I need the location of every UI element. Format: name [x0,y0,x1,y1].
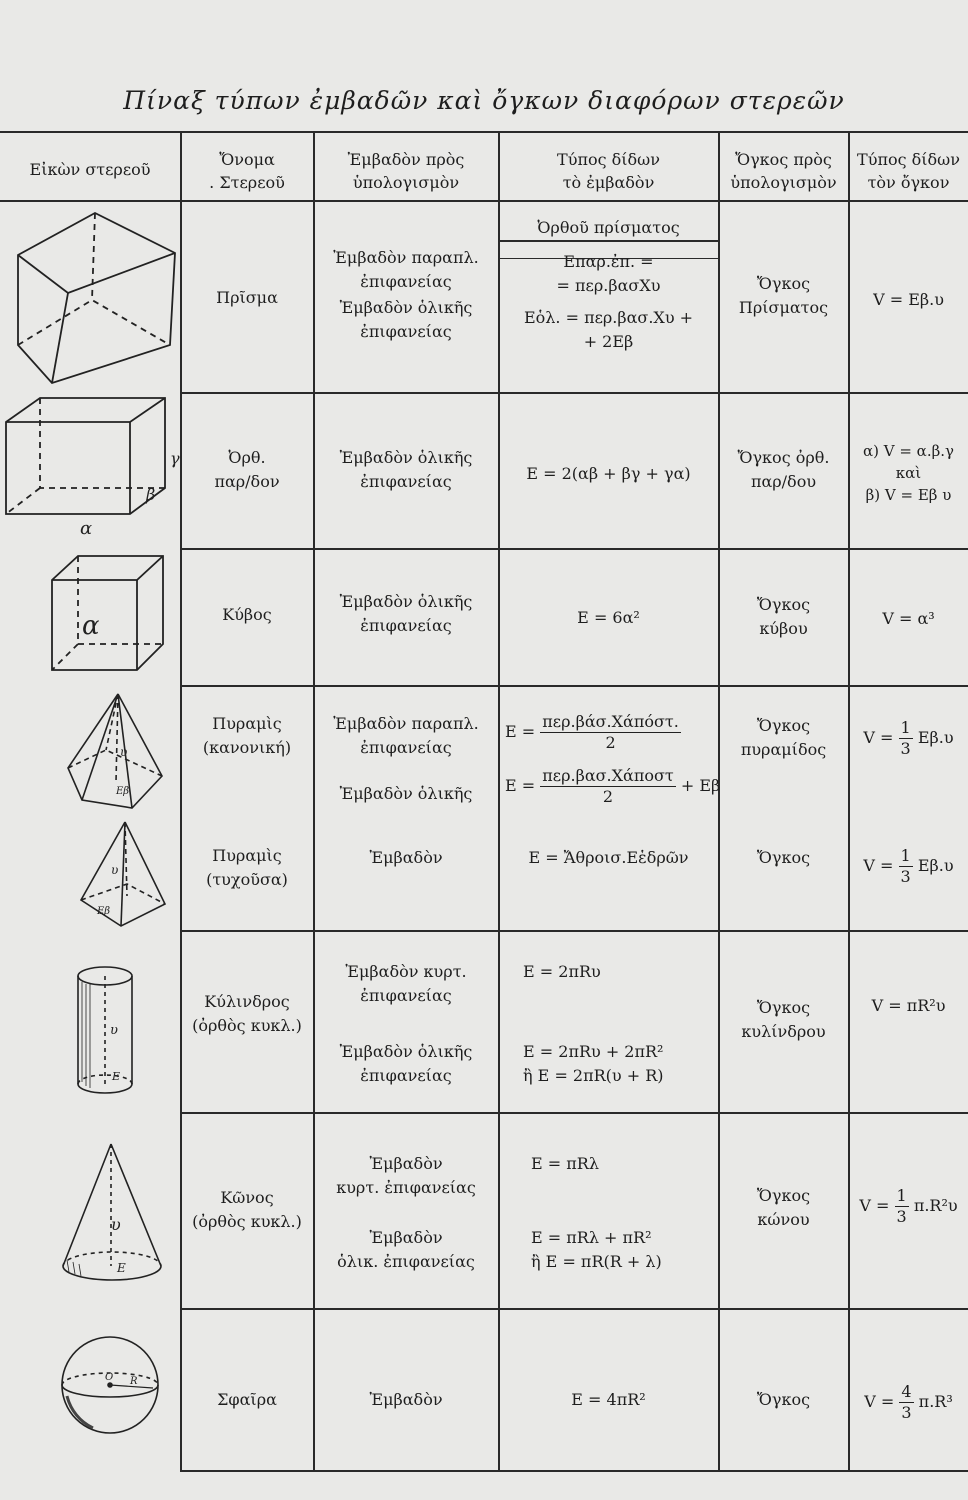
sphere-label-r: R [130,1376,138,1387]
cuboid-label-gamma: γ [170,449,180,468]
header-area-calc: Ἐμβαδὸν πρὸς ὑπολογισμὸν [347,150,465,192]
header-area-formula: Τύπος δίδων τὸ ἐμβαδὸν [557,150,660,192]
sphere-label-o: O [105,1372,114,1383]
cylinder-volume: Ὄγκος κυλίνδρου [741,998,826,1041]
page-title: Πίναξ τύπων ἐμβαδῶν καὶ ὄγκων διαφόρων στερεῶν [123,86,845,115]
pyramid-any-label-eb: Eβ [97,906,111,917]
pyramid-any-label-u: υ [111,863,119,877]
cuboid-name: Ὀρθ. παρ/δον [214,448,280,491]
pyramid-regular-volume-formula: V = $\frac{1}{3}$ Eβ.υ [863,718,954,758]
pyramid-any-figure [75,818,175,930]
pyramid-regular-area-total: Ἐμβαδὸν ὁλικῆς [339,784,473,803]
prism-volume: Ὄγκος Πρίσματος [738,274,829,317]
cone-area-formula-total: E = πRλ + πR² ἢ E = πR(R + λ) [531,1228,662,1271]
prism-volume-formula: V = Eβ.υ [873,290,944,309]
header-name: Ὄνομα . Στερεοῦ [209,150,285,192]
cuboid-area-formula: E = 2(αβ + βγ + γα) [526,464,691,483]
cone-label-e: E [117,1261,126,1275]
cube-figure [40,550,170,680]
cylinder-name: Κύλινδρος (ὀρθὸς κυκλ.) [192,992,302,1035]
cube-name: Κύβος [222,605,272,624]
cone-label-u: υ [111,1215,121,1234]
sphere-name: Σφαῖρα [217,1390,277,1409]
cuboid-volume-formula: α) V = α.β.γ καὶ β) V = Eβ υ [863,442,954,504]
cylinder-area-formula-lateral: E = 2πRυ [523,962,601,981]
pyramid-any-volume-formula: V = $\frac{1}{3}$ Eβ.υ [863,846,954,886]
pyramid-regular-label-u: υ [120,745,128,759]
prism-figure [10,205,180,390]
header-volume-formula: Τύπος δίδων τὸν ὄγκον [857,150,960,192]
pyramid-any-volume: Ὄγκος [756,848,811,867]
cube-area: Ἐμβαδὸν ὁλικῆς ἐπιφανείας [339,592,473,635]
cube-label-alpha: α [82,611,100,641]
cone-figure [55,1140,170,1290]
cone-volume: Ὄγκος κώνου [756,1186,811,1229]
cuboid-label-alpha: α [80,518,93,539]
pyramid-regular-formula-total: E = $\frac{\text{περ.βασ.Χάποστ}}{2}$ + Eβ [505,766,721,806]
pyramid-regular-figure [60,690,170,815]
pyramid-regular-area-lateral: Ἐμβαδὸν παραπλ. ἐπιφανείας [333,714,479,757]
sphere-area: Ἐμβαδὸν [369,1390,443,1409]
cone-name: Κῶνος (ὀρθὸς κυκλ.) [192,1188,302,1231]
prism-formula-lateral: Eπαρ.ἐπ. = = περ.βασΧυ [556,252,661,295]
cylinder-area-formula-total: E = 2πRυ + 2πR² ἢ E = 2πR(υ + R) [523,1042,664,1085]
cube-volume: Ὄγκος κύβου [756,595,811,638]
pyramid-any-name: Πυραμὶς (τυχοῦσα) [206,846,288,889]
pyramid-regular-name: Πυραμὶς (κανονική) [202,714,292,757]
prism-formula-total: Eὁλ. = περ.βασ.Χυ + + 2Eβ [523,308,694,351]
cylinder-volume-formula: V = πR²υ [871,996,946,1015]
sphere-area-formula: E = 4πR² [571,1390,646,1409]
cone-area-total: Ἐμβαδὸν ὁλικ. ἐπιφανείας [337,1228,475,1271]
prism-formula-heading: Ὀρθοῦ πρίσματος [537,218,680,237]
cuboid-figure [0,392,182,542]
cuboid-volume: Ὄγκος ὀρθ. παρ/δου [737,448,830,491]
sphere-volume: Ὄγκος [756,1390,811,1409]
cuboid-label-beta: β [146,485,156,504]
cube-volume-formula: V = α³ [882,609,935,628]
pyramid-regular-label-eb: Eβ [116,786,130,797]
pyramid-any-area-formula: E = Ἄθροισ.Eἑδρῶν [528,848,689,867]
sphere-volume-formula: V = $\frac{4}{3}$ π.R³ [864,1382,953,1422]
cylinder-area-lateral: Ἐμβαδὸν κυρτ. ἐπιφανείας [345,962,467,1005]
cylinder-figure [70,962,140,1102]
cylinder-area-total: Ἐμβαδὸν ὁλικῆς ἐπιφανείας [339,1042,473,1085]
cube-area-formula: E = 6α² [577,608,640,627]
cone-area-formula-lateral: E = πRλ [531,1154,599,1173]
prism-name: Πρῖσμα [216,288,278,307]
pyramid-regular-formula-lateral: E = $\frac{\text{περ.βάσ.Χάπόστ.}}{2}$ [505,712,679,752]
prism-area-lateral: Ἐμβαδὸν παραπλ. ἐπιφανείας [333,248,479,291]
prism-area-total: Ἐμβαδὸν ὁλικῆς ἐπιφανείας [339,298,473,341]
cone-area-lateral: Ἐμβαδὸν κυρτ. ἐπιφανείας [336,1154,476,1197]
pyramid-regular-volume: Ὄγκος πυραμίδος [740,716,827,759]
sphere-figure [55,1330,165,1440]
cone-volume-formula: V = $\frac{1}{3}$ π.R²υ [859,1186,958,1226]
header-volume-calc: Ὄγκος πρὸς ὑπολογισμὸν [730,150,837,192]
cylinder-label-e: E [112,1070,121,1083]
cylinder-label-u: υ [110,1023,118,1038]
pyramid-any-area: Ἐμβαδὸν [369,848,443,867]
header-image: Εἰκὼν στερεοῦ [29,160,151,179]
cuboid-area: Ἐμβαδὸν ὁλικῆς ἐπιφανείας [339,448,473,491]
